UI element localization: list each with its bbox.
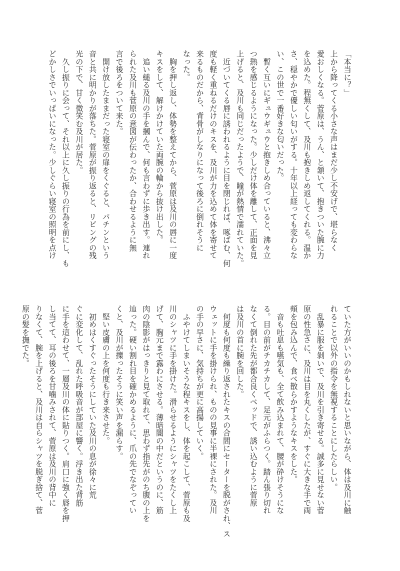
text-column: 光の下で、甘く微笑む及川が居た。 <box>74 50 84 174</box>
text-column: 初めはくすぐったそうにしていた及川の息が徐々に荒 <box>88 305 98 499</box>
text-column: ていた方がいいのかもしれないと思いながら、体は及川に触 <box>343 305 352 515</box>
text-column: 「本当に？」 <box>343 50 352 97</box>
text-column: くと、及川が擽ったそうに笑い声を漏らす。 <box>115 305 125 460</box>
text-column: つ熱を感じるようになった。少しだけ体を離して、正面を見 <box>249 50 259 260</box>
text-column: し当てて、耳の後ろを甘噛みされて、菅原は及川の背中に <box>48 305 58 507</box>
text-column: ウェットに手を掛けられ、ものの見事に半裸にされた。及川 <box>208 305 218 515</box>
text-column: 原の髪を撫でた。 <box>21 305 31 367</box>
text-column: 肉の陰影がはっきりと見て取れて、思わず指先がのち腹の上を <box>141 305 151 522</box>
text-column: る。目の前がチカチカして、足元がふらつく。踏ん張り切れ <box>262 305 272 515</box>
text-column: 乱暴に服を剝いで、及川を引き寄せる。誠多に見せない菅 <box>316 305 326 515</box>
text-column: 頰を包み込んで、食べ散らかすようなキスをした。 <box>289 305 299 484</box>
text-column: 久し振りに会って、それ以上に久し振りの行為を前にし、も <box>61 50 71 267</box>
text-column: 原の性急さに、及川は目を丸くしたが、すぐに大きな手で両 <box>302 305 312 515</box>
text-column: を込めた。程無くして、及川も抱きしめ返してくれる。温か <box>302 50 312 260</box>
text-column: ふやけてしまいそうな程キスをし、体を起こして、菅原も及 <box>182 305 192 522</box>
text-column: 上から降ってくる小さな声はまだ少し不安げで、堪らなく <box>329 50 339 252</box>
text-column: 暫く互いにギュウギュウと抱きしめ合っていると、沸々立 <box>262 50 272 260</box>
text-column: りなくて、腕を上げると、及川は自らシャツを脱ぎ捨て、菅 <box>34 305 44 515</box>
text-column: なった。 <box>182 50 192 81</box>
text-column: ぐに変化して、乱れた呼吸音が部屋に響く。浮き出た背筋 <box>74 305 84 507</box>
text-column: なくて倒れた先が都合良くベッドで、誘い込むように菅原 <box>249 305 259 507</box>
text-column: れることで以外の指令を無視することにしたらしい。 <box>329 305 339 491</box>
text-column: キスをして、解けかけていた両腕の輪から抜け出した。 <box>155 50 165 244</box>
text-column: 胸を押し返し、体勢を整えてから、菅原は及川の唇に一度 <box>168 50 178 260</box>
text-column: に手を這わせて、一層及川の体に貼りつく。肩口に強く唇を押 <box>61 305 71 522</box>
text-column: 愛おしくなる。菅原は、うん、と頷いて、抱きついた腕に力 <box>316 50 326 260</box>
text-column: 来るものだから、背骨がしなりになって後ろに倒れそうに <box>195 50 205 252</box>
text-column: 音も吐息も嚥気も、全て飲み込まれて、腰が砕けそうにな <box>275 305 285 515</box>
text-column: 度も軽く重ねるだけのキスを、及川が力を込めて体を寄せて <box>208 50 218 260</box>
text-column: 近づいてくる唇に誘われるように目を閉じれば、啄ばむ、何 <box>222 50 232 267</box>
text-column: の手の早さに、気持ちが更に高揚していく。 <box>195 305 205 460</box>
text-block-bottom <box>21 305 354 553</box>
text-column: は及川の首に腕を回した。 <box>235 305 245 398</box>
text-column: 追い縋る及川の手を摑んで、何も言わずに歩き出す。連れ <box>141 50 151 260</box>
text-column: 何度も何度も繰り返されたキスの合間にセーターを脱がされ、ス <box>222 305 232 538</box>
text-column: さ、穏やかで優しい匂いがする。十年以上経っても変わらな <box>289 50 299 260</box>
text-column: 音と共に明かりが落ちた。菅原が振り返ると、リビングの残 <box>88 50 98 260</box>
text-column: 川のシャツに手を掛けた。滑らせるようにシャツをたくし上 <box>168 305 178 515</box>
text-column: 言で後ろをついて来た。 <box>115 50 125 136</box>
text-block-top <box>40 50 354 298</box>
text-column: 辿った。硬い割れ目を確かめるように、爪の先でなぞってい <box>128 305 138 515</box>
text-column: げて、胸元まで露わにさせる。薄暗闇の中だというのに、筋 <box>155 305 165 515</box>
text-column: られた及川も菅原の意図が伝わったか、合わせるように無 <box>128 50 138 252</box>
text-column: い、この世で一番好きな匂いだった。 <box>275 50 285 182</box>
text-column: 開け放したままだった寝室の扉をくぐると、パチンという <box>101 50 111 260</box>
text-column: 堅い皮膚の上を何度も行き来させた。 <box>101 305 111 445</box>
text-column: どかしさでいっぱいになった。少しぐらい寝室の照明を点け <box>48 50 58 260</box>
text-column: 上げると、及川も同じだったようで、瞳が熱情で濡れていた。 <box>235 50 245 267</box>
